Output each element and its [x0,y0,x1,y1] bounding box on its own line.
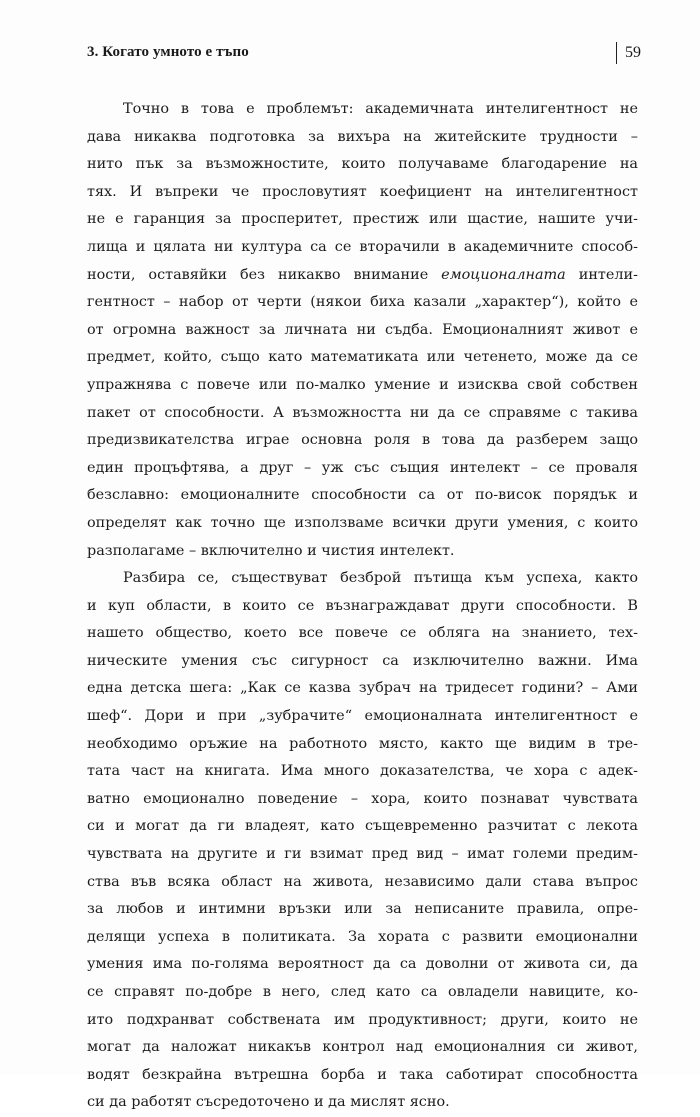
text-line: една детска шега: „Как се казва зубрач на тридесет години? – Ами [87,680,638,697]
text-segment: ности, оставяйки без никакво внимание [87,266,442,283]
text-line: един процъфтява, а друг – уж със същия интелект – се проваля [87,459,638,476]
text-line: упражнява с повече или по-малко умение и изисква свой собствен [87,376,638,393]
text-line: ватно емоционално поведение – хора, които познават чувствата [87,790,638,807]
text-line: необходимо оръжие на работното място, както ще видим в тре- [87,735,638,752]
page-number-text: 59 [625,44,641,61]
text-line: нашето общество, което все повече се обляга на знанието, тех- [87,625,638,642]
page-number [616,42,641,64]
text-line: ническите умения със сигурност са изключително важни. Има [87,652,638,669]
text-line: могат да наложат никакъв контрол над емоционалния си живот, [87,1039,638,1056]
emphasized-term: емоционалната [441,266,566,283]
folio-divider [616,42,617,64]
text-line: шеф“. Дори и при „зубрачите“ емоционалната интелигентност е [87,708,638,725]
text-line: Разбира се, съществуват безброй пътища към успеха, както [123,570,638,587]
text-line: водят безкрайна вътрешна борба и така саботират способността [87,1066,638,1083]
text-line: предмет, който, също като математиката или четенето, може да се [87,349,638,366]
text-line: за любов и интимни връзки или за неписаните правила, опре- [87,901,638,918]
text-line: пакет от способности. А възможността ни да се справяме с такива [87,404,638,421]
text-line: тях. И въпреки че прословутият коефициент на интелигентност [87,183,638,200]
text-line: чувствата на другите и ги взимат пред вид – имат големи предим- [87,846,638,863]
text-line: и куп области, в които се възнаграждават други способности. В [87,597,638,614]
text-segment: интели- [565,266,638,283]
paragraph [87,96,638,565]
text-line: умения има по-голяма вероятност да са доволни от живота си, да [87,956,638,973]
text-line: гентност – набор от черти (някои биха казали „характер“), който е [87,294,638,311]
text-line: лища и цялата ни култура са се вторачили в академичните способ- [87,238,638,255]
text-line: ито подхранват собствената им продуктивност; други, които не [87,1011,638,1028]
text-line: си и могат да ги владеят, като същевременно разчитат с лекота [87,818,638,835]
body-text [87,96,638,1117]
text-line: не е гаранция за просперитет, престиж или щастие, нашите учи- [87,211,638,228]
paragraph [87,565,638,1117]
chapter-running-head: 3. Когато умното е тъпо [87,44,249,60]
text-line: дава никаква подготовка за вихъра на житейските трудности – [87,128,638,145]
text-line: определят как точно ще използваме всички други умения, с които [87,514,638,531]
text-line: ства във всяка област на живота, независимо дали става въпрос [87,873,638,890]
text-line: безславно: емоционалните способности са от по-висок порядък и [87,487,638,504]
text-line [87,262,638,290]
text-line: разполагаме – включително и чистия интелект. [87,542,455,559]
text-line: предизвикателства играе основна роля в това да разберем защо [87,432,638,449]
text-line: Точно в това е проблемът: академичната интелигентност не [123,101,638,117]
text-line: от огромна важност за личната ни съдба. Емоционалният живот е [87,321,638,338]
text-line: делящи успеха в политиката. За хората с развити емоционални [87,928,638,945]
text-line: нито пък за възможностите, които получаваме благодарение на [87,156,638,173]
text-line: си да работят съсредоточено и да мислят ясно. [87,1094,450,1111]
text-line: се справят по-добре в него, след като са овладели навиците, ко- [87,984,638,1000]
text-line: тата част на книгата. Има много доказателства, че хора с адек- [87,763,638,780]
